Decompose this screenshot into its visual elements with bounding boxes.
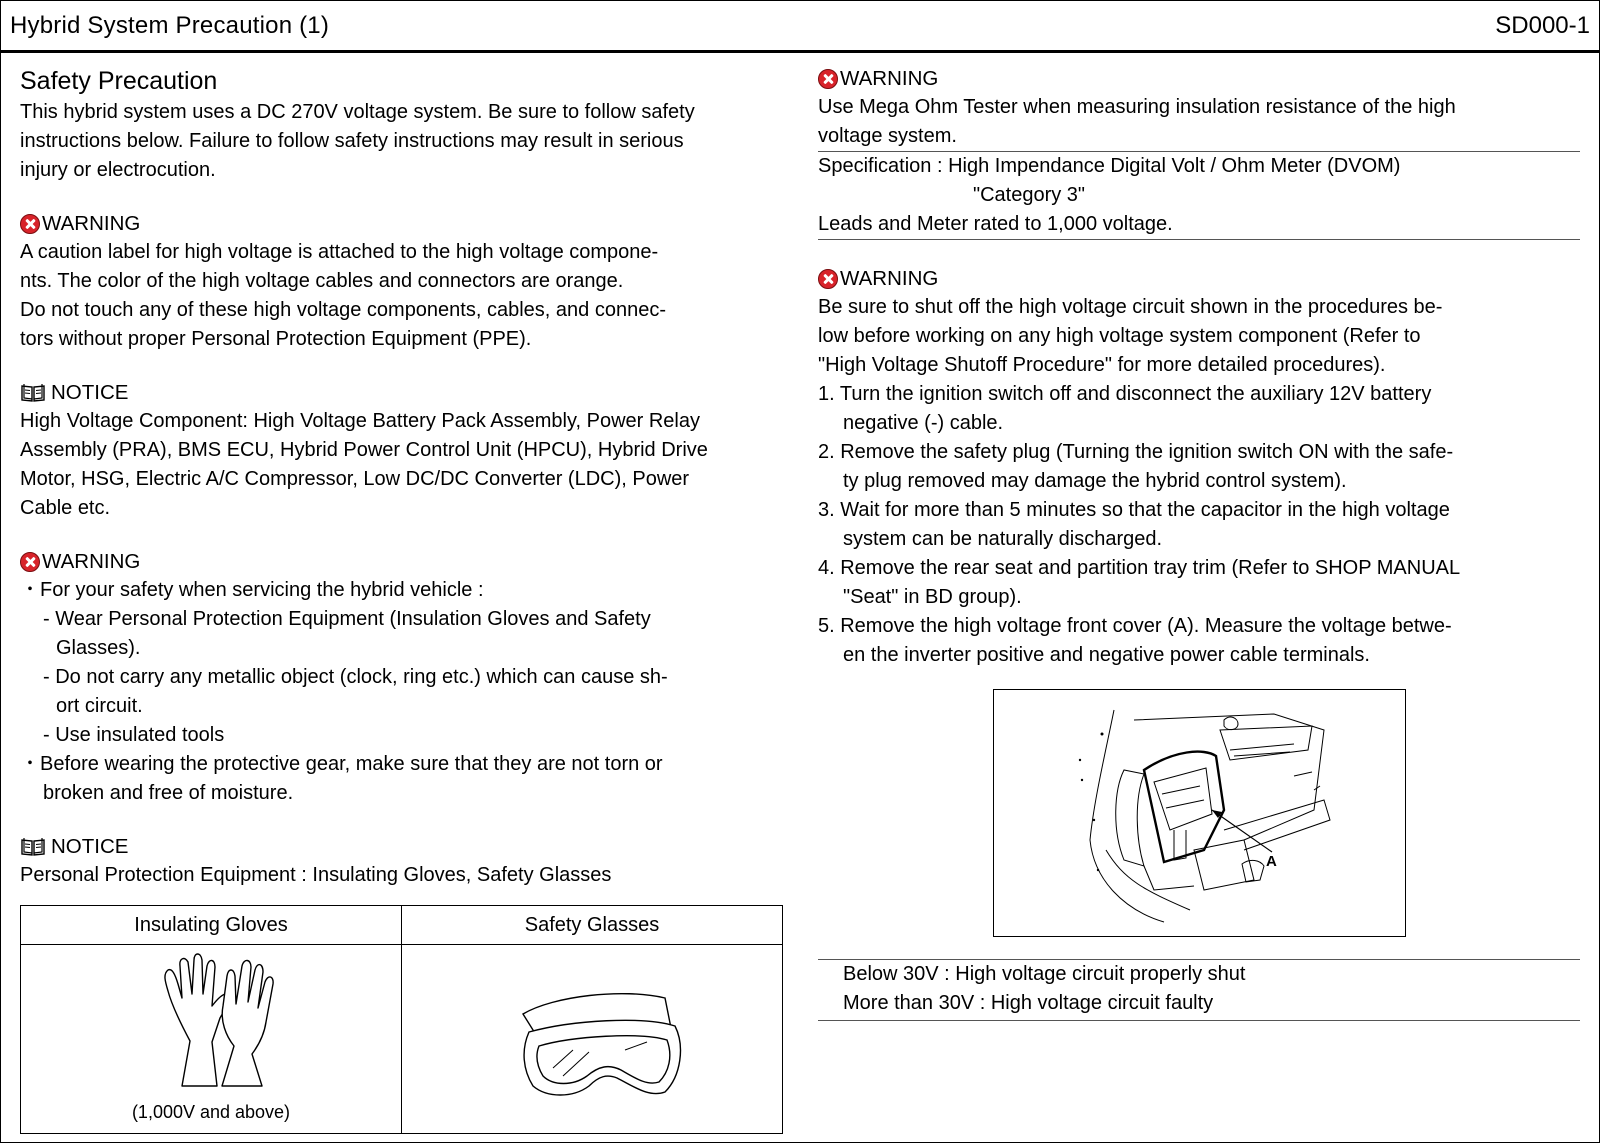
notice-label: NOTICE [51, 835, 129, 858]
notice-text: Motor, HSG, Electric A/C Compressor, Low DC/DC Converter (LDC), Power [20, 468, 690, 490]
bullet-item: ・For your safety when servicing the hybrid vehicle : [20, 579, 484, 601]
warning-icon [20, 552, 40, 572]
open-book-icon [20, 837, 46, 857]
procedure-step-cont: en the inverter positive and negative power cable terminals. [843, 644, 1370, 666]
bullet-item: ・Before wearing the protective gear, make sure that they are not torn or [20, 753, 663, 775]
right-column [818, 64, 1580, 670]
sub-item: - Do not carry any metallic object (clock, ring etc.) which can cause sh- [43, 666, 668, 688]
warning-text: nts. The color of the high voltage cables and connectors are orange. [20, 270, 624, 292]
document-code: SD000-1 [1495, 12, 1590, 39]
warning-icon [818, 269, 838, 289]
open-book-icon [20, 383, 46, 403]
warning-label: WARNING [840, 267, 939, 290]
notice-text: High Voltage Component: High Voltage Battery Pack Assembly, Power Relay [20, 410, 700, 432]
insulating-gloves-illustration [22, 946, 400, 1096]
warning-header [818, 64, 1580, 93]
safety-glasses-illustration [403, 946, 781, 1126]
result-block [818, 959, 1580, 1021]
warning-label: WARNING [840, 67, 939, 90]
table-header: Safety Glasses [402, 906, 783, 945]
procedure-step-cont: negative (-) cable. [843, 412, 1004, 434]
sub-item: - Use insulated tools [43, 724, 225, 746]
warning-text: Be sure to shut off the high voltage circuit shown in the procedures be- [818, 296, 1443, 318]
result-line: More than 30V : High voltage circuit faulty [843, 992, 1214, 1014]
warning-label: WARNING [42, 212, 141, 235]
intro-line: This hybrid system uses a DC 270V voltage system. Be sure to follow safety [20, 101, 695, 123]
bullet-item-cont: broken and free of moisture. [43, 782, 294, 804]
warning-header [20, 547, 790, 576]
spec-line: Specification : High Impendance Digital Volt / Ohm Meter (DVOM) [818, 155, 1401, 177]
warning-header [20, 209, 790, 238]
warning-text: voltage system. [818, 125, 957, 147]
page-title: Hybrid System Precaution (1) [10, 12, 330, 39]
result-line: Below 30V : High voltage circuit properly shut [843, 963, 1246, 985]
procedure-step: 3. Wait for more than 5 minutes so that the capacitor in the high voltage [818, 499, 1450, 521]
warning-header [818, 264, 1580, 293]
hv-cover-figure [993, 689, 1406, 937]
warning-label: WARNING [42, 550, 141, 573]
sub-item-cont: Glasses). [56, 637, 141, 659]
specification-block [818, 151, 1580, 240]
notice-text: Cable etc. [20, 497, 111, 519]
glasses-cell [402, 945, 783, 1134]
notice-header [20, 378, 790, 407]
warning-icon [20, 214, 40, 234]
warning-text: A caution label for high voltage is attached to the high voltage compone- [20, 241, 659, 263]
warning-text: Use Mega Ohm Tester when measuring insulation resistance of the high [818, 96, 1456, 118]
gloves-caption: (1,000V and above) [131, 1102, 291, 1122]
sub-item-cont: ort circuit. [56, 695, 143, 717]
warning-text: Do not touch any of these high voltage components, cables, and connec- [20, 299, 666, 321]
spec-line: Leads and Meter rated to 1,000 voltage. [818, 213, 1173, 235]
hv-front-cover-illustration [994, 690, 1405, 936]
gloves-cell [21, 945, 402, 1134]
procedure-step-cont: ty plug removed may damage the hybrid control system). [843, 470, 1347, 492]
page-header [0, 0, 1600, 53]
warning-text: tors without proper Personal Protection Equipment (PPE). [20, 328, 532, 350]
intro-line: instructions below. Failure to follow safety instructions may result in serious [20, 130, 684, 152]
left-column [20, 64, 790, 890]
notice-text: Assembly (PRA), BMS ECU, Hybrid Power Control Unit (HPCU), Hybrid Drive [20, 439, 708, 461]
intro-line: injury or electrocution. [20, 159, 216, 181]
procedure-step: 1. Turn the ignition switch off and disconnect the auxiliary 12V battery [818, 383, 1432, 405]
table-header: Insulating Gloves [21, 906, 402, 945]
sub-item: - Wear Personal Protection Equipment (Insulation Gloves and Safety [43, 608, 651, 630]
notice-text: Personal Protection Equipment : Insulating Gloves, Safety Glasses [20, 864, 612, 886]
warning-icon [818, 69, 838, 89]
section-title: Safety Precaution [20, 67, 218, 95]
warning-text: "High Voltage Shutoff Procedure" for more detailed procedures). [818, 354, 1386, 376]
notice-header [20, 832, 790, 861]
warning-text: low before working on any high voltage system component (Refer to [818, 325, 1421, 347]
procedure-step: 2. Remove the safety plug (Turning the ignition switch ON with the safe- [818, 441, 1454, 463]
ppe-table [20, 905, 783, 1134]
procedure-step: 5. Remove the high voltage front cover (A). Measure the voltage betwe- [818, 615, 1452, 637]
callout-a-label: A [1266, 853, 1277, 870]
procedure-step-cont: "Seat" in BD group). [843, 586, 1022, 608]
spec-line: "Category 3" [973, 184, 1086, 206]
procedure-step: 4. Remove the rear seat and partition tray trim (Refer to SHOP MANUAL [818, 557, 1461, 579]
procedure-step-cont: system can be naturally discharged. [843, 528, 1163, 550]
notice-label: NOTICE [51, 381, 129, 404]
